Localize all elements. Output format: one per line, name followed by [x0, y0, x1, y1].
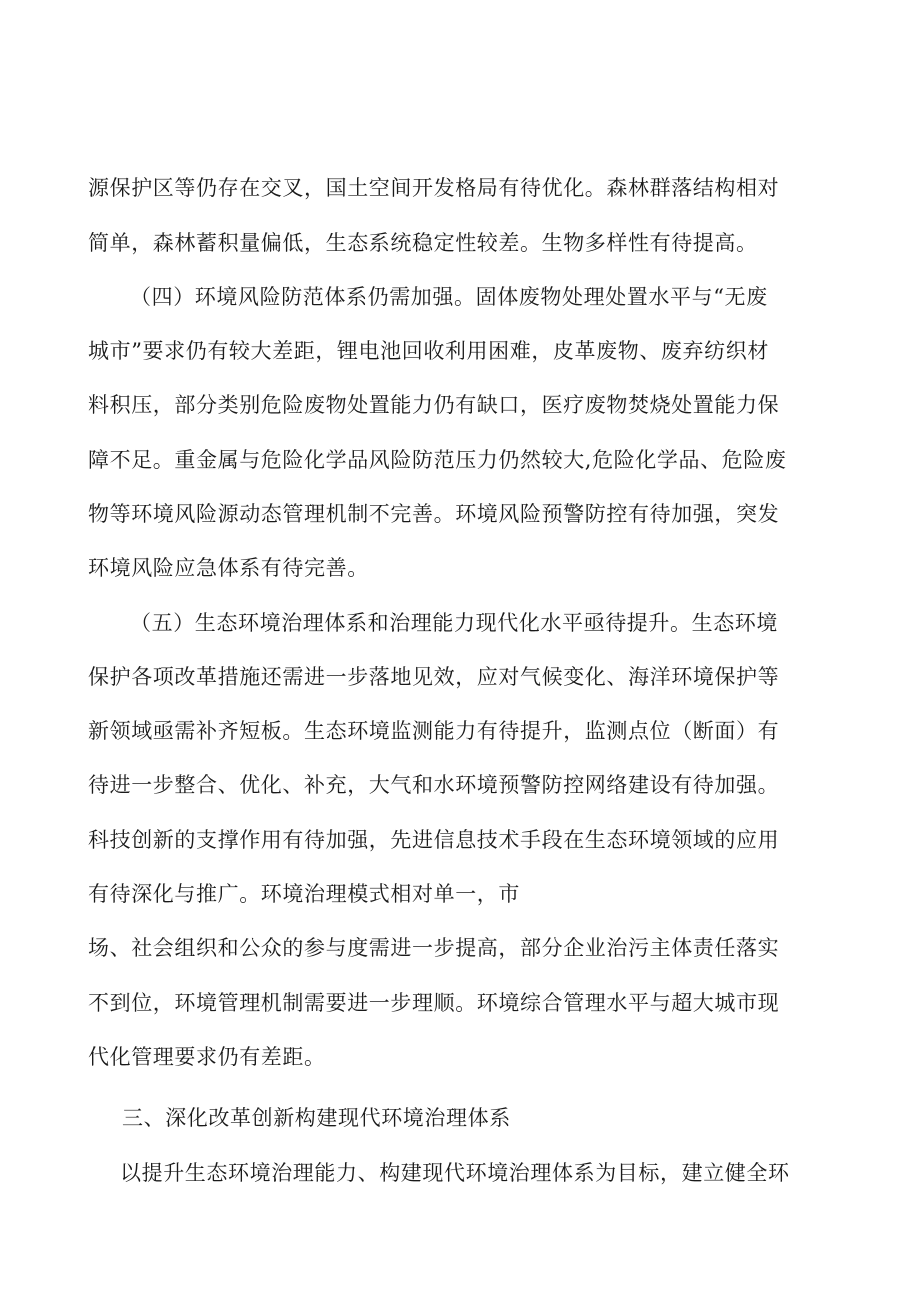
paragraph-line: 代化管理要求仍有差距。: [88, 1045, 326, 1069]
section-heading: 三、深化改革创新构建现代环境治理体系: [122, 1106, 511, 1130]
paragraph-line: 有待深化与推广。环境治理模式相对单一，市: [88, 882, 520, 906]
paragraph-line: 新领域亟需补齐短板。生态环境监测能力有待提升，监测点位（断面）有: [88, 719, 780, 743]
paragraph-line: 保护各项改革措施还需进一步落地见效，应对气候变化、海洋环境保护等: [88, 665, 780, 689]
paragraph-line: 料积压，部分类别危险废物处置能力仍有缺口，医疗废物焚烧处置能力保: [88, 393, 780, 417]
paragraph-line: 源保护区等仍存在交叉，国土空间开发格局有待优化。森林群落结构相对: [88, 176, 780, 200]
paragraph-line: 待进一步整合、优化、补充，大气和水环境预警防控网络建设有待加强。: [88, 773, 780, 797]
paragraph-line: 科技创新的支撑作用有待加强，先进信息技术手段在生态环境领域的应用: [88, 828, 780, 852]
paragraph-line: 城市”要求仍有较大差距，锂电池回收利用困难，皮革废物、废弃纺织材: [88, 339, 769, 363]
paragraph-line: （五）生态环境治理体系和治理能力现代化水平亟待提升。生态环境: [130, 611, 778, 635]
paragraph-line: 物等环境风险源动态管理机制不完善。环境风险预警防控有待加强，突发: [88, 502, 780, 526]
paragraph-line: （四）环境风险防范体系仍需加强。固体废物处理处置水平与“无废: [130, 285, 768, 309]
paragraph-line: 场、社会组织和公众的参与度需进一步提高，部分企业治污主体责任落实: [88, 936, 780, 960]
paragraph-line: 以提升生态环境治理能力、构建现代环境治理体系为目标，建立健全环: [120, 1161, 790, 1185]
paragraph-line: 不到位，环境管理机制需要进一步理顺。环境综合管理水平与超大城市现: [88, 991, 780, 1015]
paragraph-line: 环境风险应急体系有待完善。: [88, 556, 369, 580]
paragraph-line: 简单，森林蓄积量偏低，生态系统稳定性较差。生物多样性有待提高。: [88, 231, 758, 255]
paragraph-line: 障不足。重金属与危险化学品风险防范压力仍然较大,危险化学品、危险废: [88, 448, 787, 472]
